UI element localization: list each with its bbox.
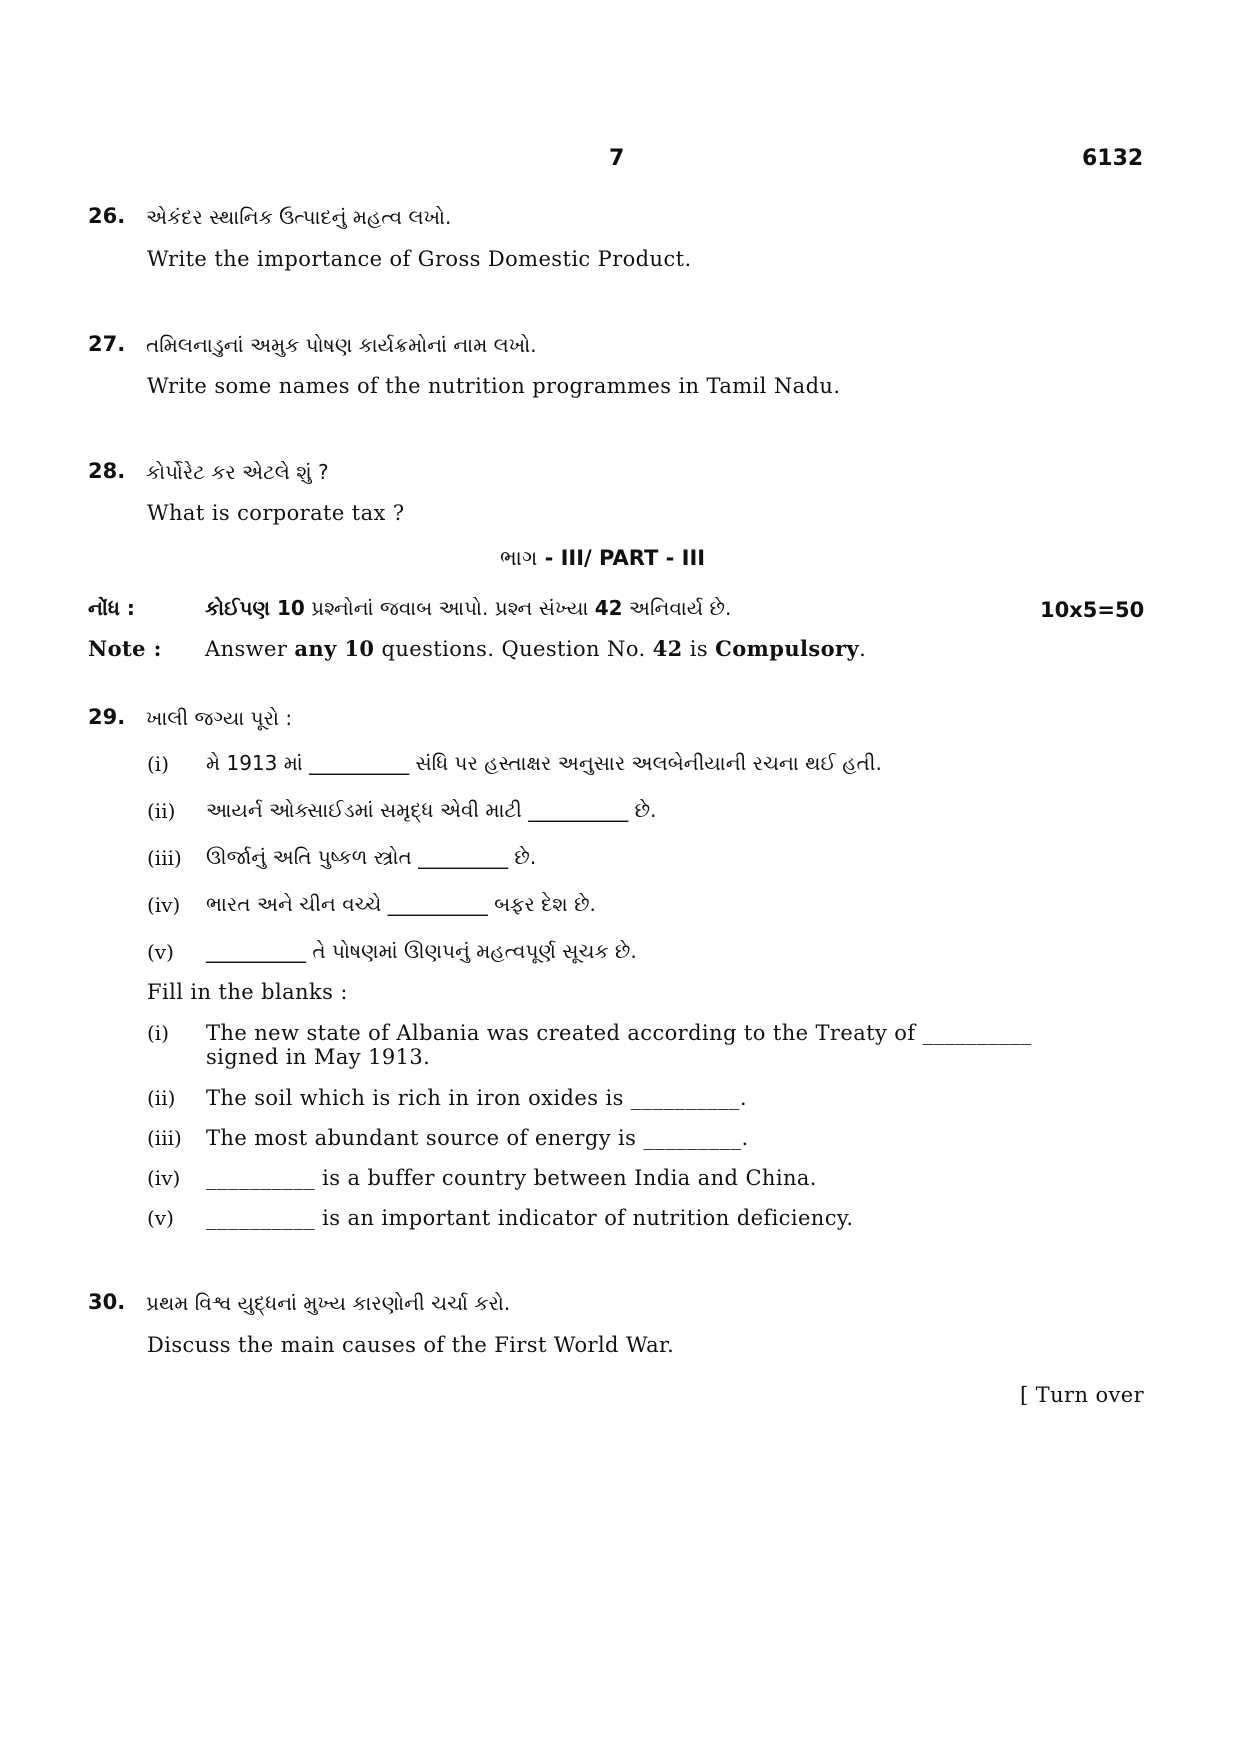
paper-code: 6132 xyxy=(1082,146,1144,171)
fill-blank-item-gujarati: ભારત અને ચીન વચ્ચે __________ બફર દેશ છે. xyxy=(206,892,596,916)
item-number: (v) xyxy=(147,1206,174,1230)
note-en-qnum: 42 xyxy=(652,636,683,661)
item-number: (i) xyxy=(147,1021,170,1045)
fill-blank-item-gujarati: __________ તે પોષણમાં ઊણપનું મહત્વપૂર્ણ સૂચક છે. xyxy=(206,939,637,963)
note-en-part: questions. Question No. xyxy=(374,637,653,661)
note-en-compulsory: Compulsory xyxy=(715,636,860,661)
fill-blank-item-english: __________ is an important indicator of nutrition deficiency. xyxy=(206,1206,854,1230)
item-number: (i) xyxy=(147,752,170,776)
note-text-english xyxy=(205,636,866,661)
fill-blank-item-gujarati: ઊર્જાનું અતિ પુષ્કળ સ્ત્રોત _________ છે. xyxy=(206,845,537,869)
item-number: (iv) xyxy=(147,1166,181,1190)
question-text-gujarati: તમિલનાડુનાં અમુક પોષણ કાર્યક્રમોનાં નામ લખો. xyxy=(146,333,537,357)
question-number: 29. xyxy=(88,705,126,729)
note-label-gujarati: નોંધ : xyxy=(88,596,135,620)
part-heading-english: - III/ PART - III xyxy=(537,546,706,570)
fill-blank-item-english: The soil which is rich in iron oxides is __________. xyxy=(206,1086,747,1110)
item-number: (iii) xyxy=(147,1126,182,1150)
note-gu-count: 10 xyxy=(276,596,305,620)
note-label-english: Note : xyxy=(88,636,162,661)
question-heading-gujarati: ખાલી જગ્યા પૂરો : xyxy=(146,706,293,730)
question-number: 30. xyxy=(88,1290,126,1314)
note-gu-part: અનિવાર્ય છે. xyxy=(622,596,732,620)
question-text-english: Write the importance of Gross Domestic Product. xyxy=(147,247,692,271)
note-gu-part: કોઈપણ xyxy=(205,596,277,620)
fill-blank-item-english: __________ is a buffer country between India and China. xyxy=(206,1166,817,1190)
part-heading-gujarati: ભાગ xyxy=(500,546,538,570)
note-gu-part: પ્રશ્નોનાં જવાબ આપો. પ્રશ્ન સંખ્યા xyxy=(304,596,595,620)
turn-over-note: [ Turn over xyxy=(1020,1383,1145,1407)
note-en-part: . xyxy=(859,637,867,661)
fill-blank-item-english: The new state of Albania was created according to the Treaty of __________ xyxy=(206,1021,1032,1045)
note-en-part: is xyxy=(682,637,716,661)
item-number: (ii) xyxy=(147,1086,176,1110)
fill-blank-item-english: The most abundant source of energy is _________. xyxy=(206,1126,749,1150)
page-number: 7 xyxy=(609,146,625,171)
note-en-count: any 10 xyxy=(294,636,375,661)
part-heading xyxy=(500,546,705,571)
marks-scheme: 10x5=50 xyxy=(1040,598,1145,622)
item-number: (ii) xyxy=(147,799,176,823)
question-text-gujarati: પ્રથમ વિશ્વ યુદ્ધનાં મુખ્ય કારણોની ચર્ચા કરો. xyxy=(146,1291,511,1315)
question-number: 28. xyxy=(88,459,126,483)
question-number: 26. xyxy=(88,204,126,228)
question-number: 27. xyxy=(88,332,126,356)
question-text-gujarati: કોર્પોરેટ કર એટલે શું ? xyxy=(146,460,329,484)
question-text-gujarati: એકંદર સ્થાનિક ઉત્પાદનું મહત્વ લખો. xyxy=(146,205,452,229)
note-en-part: Answer xyxy=(205,637,295,661)
item-number: (iii) xyxy=(147,846,182,870)
question-heading-english: Fill in the blanks : xyxy=(147,980,348,1004)
question-text-english: What is corporate tax ? xyxy=(147,501,405,525)
item-number: (v) xyxy=(147,940,174,964)
question-text-english: Discuss the main causes of the First World War. xyxy=(147,1333,675,1357)
fill-blank-item-gujarati: આયર્ન ઓક્સાઈડમાં સમૃદ્ધ એવી માટી __________ છે. xyxy=(206,798,657,822)
item-number: (iv) xyxy=(147,893,181,917)
note-gu-qnum: 42 xyxy=(594,596,623,620)
question-text-english: Write some names of the nutrition programmes in Tamil Nadu. xyxy=(147,374,841,398)
fill-blank-item-english-continued: signed in May 1913. xyxy=(206,1045,431,1069)
fill-blank-item-gujarati: મે 1913 માં __________ સંધિ પર હસ્તાક્ષર અનુસાર અલબેનીયાની રચના થઈ હતી. xyxy=(206,751,882,775)
note-text-gujarati xyxy=(205,596,731,620)
